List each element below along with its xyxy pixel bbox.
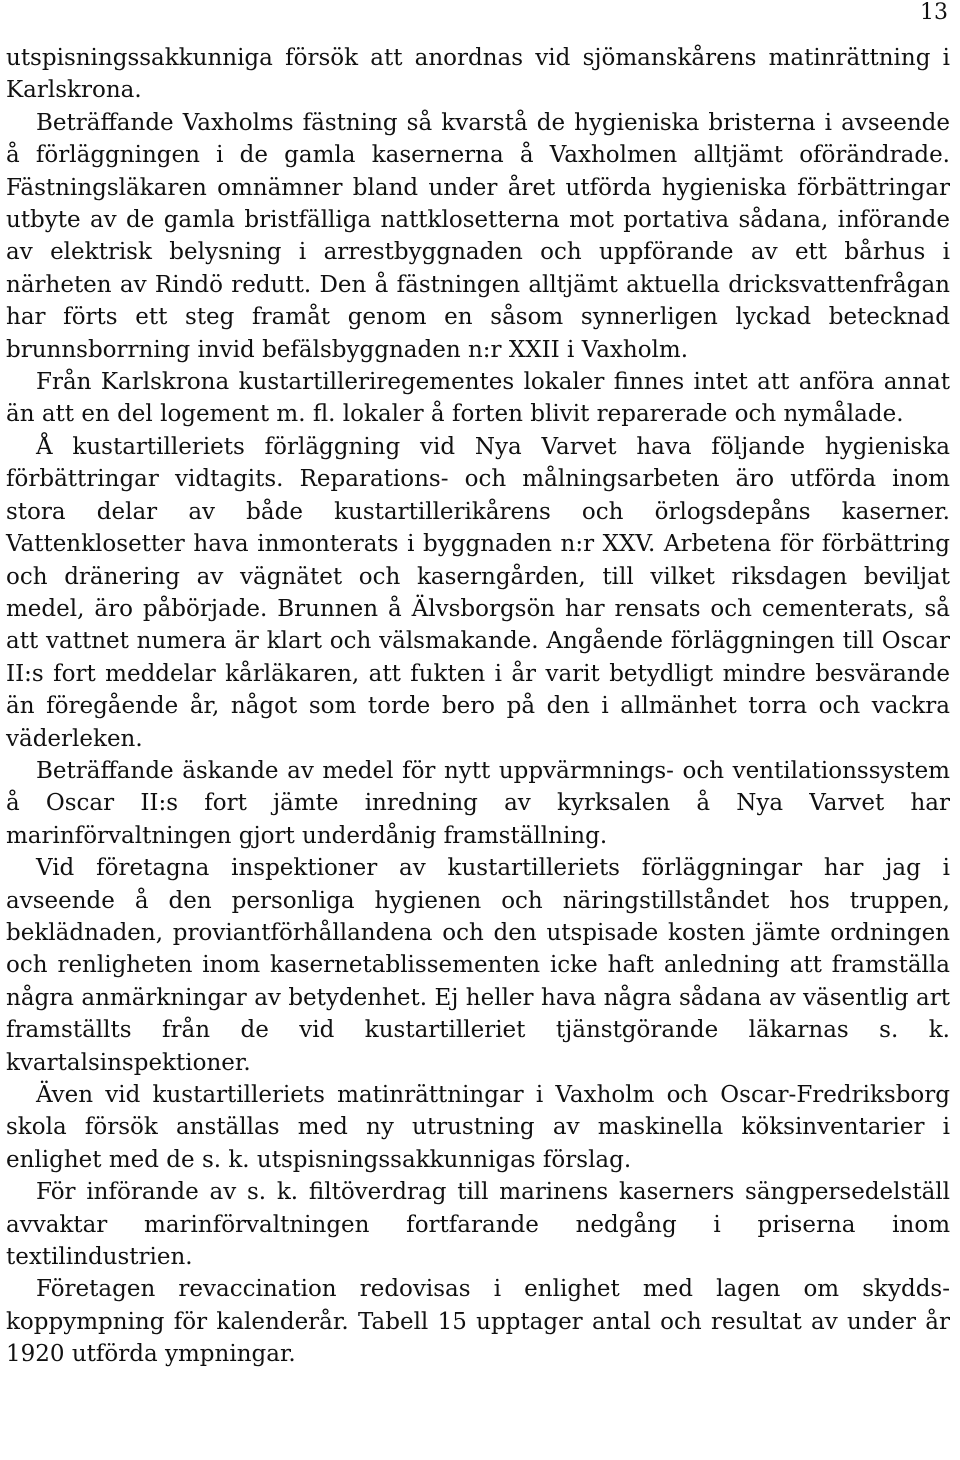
paragraph-oscar-ii: Beträffande äskande av medel för nytt uppvärmnings- och ventilationssystem å Oscar II:s fort jämte inredning av kyrksalen å Nya Varvet har marinförvaltningen gjort underdånig framställning. [6, 757, 950, 849]
paragraph-kitchens: Även vid kustartilleriets matinrättningar i Vaxholm och Oscar-Fredriksborg skola försök anställas med ny utrustning av maskinella köksinventarier i enlighet med de s. k. utspisningssakkunnigas förslag. [6, 1082, 950, 1173]
paragraph-inspections: Vid företagna inspektioner av kustartilleriets förläggningar har jag i avseende å den personliga hygienen och näringstillståndet hos truppen, beklädnaden, proviantförhållandena och den utspisade kosten jämte ordningen och renligheten inom kasernetablissementen icke haft anledning att framställa några anmärkningar av betydenhet. Ej heller hava några sådana av väsentlig art framställts från de vid kustartilleriet tjänstgörande läkarnas s. k. kvartalsinspektioner. [6, 855, 950, 1076]
paragraph-karlskrona: Från Karlskrona kustartilleriregementes lokaler finnes intet att anföra annat än att en del logement m. fl. lokaler å forten blivit reparerade och nymålade. [6, 369, 950, 428]
paragraph-nya-varvet: Å kustartilleriets förläggning vid Nya Varvet hava följande hygieniska förbättringar vidtagits. Reparations- och målningsarbeten äro utförda inom stora delar av både kustartillerikårens och örlogsdepåns kaserner. Vattenklosetter hava inmonterats i byggnaden n:r XXV. Arbetena för förbättring och dränering av vägnätet och kaserngården, till vilket riksdagen beviljat medel, äro påbörjade. Brunnen å Älvsborgsön har rensats och cementerats, så att vattnet numera är klart och välsmakande. Angående förläggningen till Oscar II:s fort meddelar kårläkaren, att fukten i år varit betydligt mindre besvärande än föregående år, något som torde bero på den i allmänhet torra och vackra väderleken. [6, 433, 950, 752]
page-body [6, 42, 950, 1371]
paragraph-vaxholm: Beträffande Vaxholms fästning så kvarstå de hygieniska bristerna i avseende å förläggningen i de gamla kasernerna å Vaxholmen alltjämt oförändrade. Fästningsläkaren omnämner bland under året utförda hygieniska förbättringar utbyte av de gamla bristfälliga nattklosetterna mot portativa sådana, införande av elektrisk belysning i arrestbyggnaden och uppförande av ett bårhus i närheten av Rindö redutt. Den å fästningen alltjämt aktuella dricksvattenfrågan har förts ett steg framåt genom en såsom synnerligen lyckad betecknad brunnsborrning invid befälsbyggnaden n:r XXII i Vaxholm. [6, 109, 950, 363]
paragraph-continuation: utspisningssakkunniga försök att anordnas vid sjömanskårens matinrättning i Karlskrona. [6, 45, 950, 104]
page-number: 13 [920, 0, 948, 25]
paragraph-bedding: För införande av s. k. filtöverdrag till marinens kaserners sängpersedelställ avvaktar marinförvaltningen fortfarande nedgång i priserna inom textilindustrien. [6, 1179, 950, 1271]
paragraph-revaccination: Företagen revaccination redovisas i enlighet med lagen om skyddskoppympning för kalenderår. Tabell 15 upptager antal och resultat av under år 1920 utförda ympningar. [6, 1276, 950, 1368]
